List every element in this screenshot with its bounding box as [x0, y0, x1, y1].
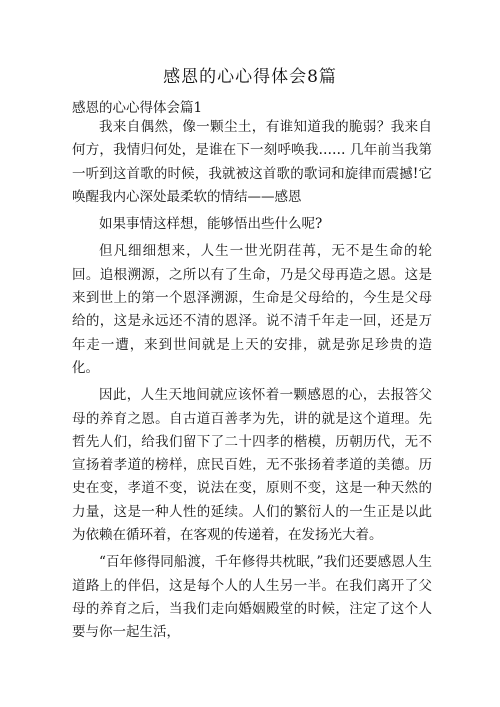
document-body: [72, 116, 432, 649]
document-title: 感恩的心心得体会8篇: [163, 67, 337, 87]
paragraph: 我来自偶然，像一颗尘土，有谁知道我的脆弱？我来自何方，我情归何处，是谁在下一刻呼唤我…… 几年前当我第一听到这首歌的时候，我就被这首歌的歌词和旋律而震撼!它唤醒我内心深处最柔软的情结——感恩: [72, 119, 432, 205]
paragraph: “百年修得同船渡，千年修得共枕眠，”我们还要感恩人生道路上的伴侣，这是每个人的人生另一半。在我们离开了父母的养育之后，当我们走向婚姻殿堂的时候，注定了这个人要与你一起生活，: [72, 554, 432, 641]
paragraph: 因此，人生天地间就应该怀着一颗感恩的心，去报答父母的养育之恩。自古道百善孝为先，讲的就是这个道理。先哲先人们，给我们留下了二十四孝的楷模，历朝历代，无不宣扬着孝道的榜样，庶民百姓，无不张扬着孝道的美德。历史在变，孝道不变，说法在变，原则不变，这是一种天然的力量，这是一种人性的延续。人们的繁衍人的一生正是以此为依赖在循环着，在客观的传递着，在发扬光大着。: [72, 387, 432, 544]
section-heading: 感恩的心心得体会篇1: [72, 100, 203, 116]
paragraph: 但凡细细想来，人生一世光阴荏苒，无不是生命的轮回。追根溯源，之所以有了生命，乃是父母再造之恩。这是来到世上的第一个恩泽溯源，生命是父母给的，今生是父母给的，这是永远还不清的恩泽。说不清千年走一回，还是万年走一遭，来到世间就是上天的安排，就是弥足珍贵的造化。: [72, 243, 432, 376]
paragraph: 如果事情这样想，能够悟出些什么呢?: [99, 216, 323, 233]
